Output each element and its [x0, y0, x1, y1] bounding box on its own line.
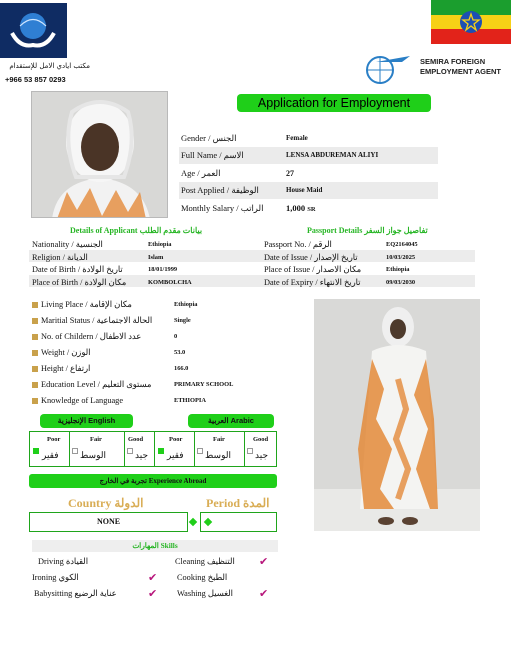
children-label: No. of Childern / عدد الاطفال	[41, 332, 142, 341]
agent-name-line2: EMPLOYMENT AGENT	[420, 67, 501, 76]
issue-place-label: Place of Issue / مكان الاصدار	[264, 265, 362, 274]
applicant-full-photo	[314, 299, 480, 531]
period-value	[200, 512, 277, 532]
religion-value: Islam	[148, 254, 164, 261]
ethiopia-flag-icon	[431, 0, 511, 44]
checkmark-icon: ✔	[259, 555, 269, 568]
arabic-fair-cell[interactable]	[195, 432, 245, 466]
height-label: Height / ارتفاع	[41, 364, 91, 373]
airplane-logo-icon	[362, 50, 414, 86]
expiry-value: 09/03/2030	[386, 279, 416, 286]
children-value: 0	[174, 333, 178, 340]
english-good-cell[interactable]	[125, 432, 155, 466]
level-label-ar: الوسط	[205, 450, 231, 460]
bullet-icon	[32, 366, 38, 372]
skills-heading: المهارات Skills	[32, 540, 278, 552]
level-label: Good	[253, 436, 269, 443]
level-label: Fair	[90, 436, 102, 443]
agency-logo	[0, 3, 67, 58]
bullet-icon	[32, 382, 38, 388]
applicant-heading: Details of Applicant بيانات مقدم الطلب	[70, 226, 203, 235]
skill-ironing: Ironing الكوي	[32, 573, 79, 582]
level-label-ar: جيد	[135, 450, 149, 460]
level-label-ar: جيد	[255, 450, 269, 460]
language-level-table	[29, 431, 277, 467]
applicant-portrait	[31, 91, 168, 218]
language-knowledge-value: ETHIOPIA	[174, 397, 206, 404]
pob-label: Place of Birth / مكان الولادة	[32, 278, 127, 287]
english-heading: الإنجليزية English	[40, 414, 133, 428]
checkbox-square-icon	[247, 448, 253, 454]
full-name-label: Full Name / الاسم	[181, 150, 244, 160]
checkmark-icon: ✔	[259, 587, 269, 600]
skill-driving: Driving القيادة	[38, 557, 88, 566]
religion-label: Religion / الديانة	[32, 253, 88, 262]
skill-cooking: Cooking الطبخ	[177, 573, 228, 582]
post-applied-value: House Maid	[286, 186, 323, 194]
passport-no-label: Passport No. / الرقم	[264, 240, 332, 249]
passport-no-value: EQ2164045	[386, 241, 418, 248]
country-value: NONE	[29, 512, 188, 532]
living-place-label: Living Place / مكان الإقامة	[41, 300, 132, 309]
dob-value: 18/01/1999	[148, 266, 178, 273]
issue-place-value: Ethiopia	[386, 266, 410, 273]
level-label-ar: فقير	[42, 450, 59, 460]
level-label-ar: فقير	[167, 450, 184, 460]
period-heading: Period المدة	[206, 496, 270, 510]
salary-value	[286, 200, 438, 217]
arabic-poor-cell[interactable]	[155, 432, 195, 466]
skill-cleaning: Cleaning التنظيف	[175, 557, 235, 566]
nationality-value: Ethiopia	[148, 241, 172, 248]
salary-unit: SR	[307, 206, 316, 213]
arabic-good-cell[interactable]	[245, 432, 277, 466]
pob-value: KOMBOLCHA	[148, 279, 192, 286]
education-label: Education Level / مستوى التعليم	[41, 380, 152, 389]
weight-label: Weight / الوزن	[41, 348, 91, 357]
diamond-icon	[189, 518, 197, 526]
experience-heading: تجربة في الخارج Experience Abroad	[29, 474, 277, 488]
agent-name	[420, 57, 501, 77]
office-phone: +966 53 857 0293	[5, 75, 66, 84]
level-label: Good	[128, 436, 144, 443]
office-arabic-name: مكتب ايادي الامل للإستقدام	[9, 62, 90, 70]
marital-status-label: Maritial Status / الحالة الاجتماعية	[41, 316, 153, 325]
salary-label: Monthly Salary / الراتب	[181, 203, 264, 213]
selected-square-icon	[158, 448, 164, 454]
bullet-icon	[32, 350, 38, 356]
level-label-ar: الوسط	[80, 450, 106, 460]
issue-date-label: Date of Issue / تاريخ الإصدار	[264, 253, 358, 262]
age-value: 27	[286, 169, 294, 178]
level-label: Poor	[47, 436, 61, 443]
age-label: Age / العمر	[181, 168, 221, 178]
skill-washing: Washing الغسيل	[177, 589, 233, 598]
gender-value: Female	[286, 134, 308, 142]
arabic-heading: العربية Arabic	[188, 414, 274, 428]
agent-name-line1: SEMIRA FOREIGN	[420, 57, 486, 66]
bullet-icon	[32, 398, 38, 404]
weight-value: 53.0	[174, 349, 186, 356]
language-knowledge-label: Knowledge of Language	[41, 396, 124, 405]
checkbox-square-icon	[197, 448, 203, 454]
bullet-icon	[32, 302, 38, 308]
height-value: 166.0	[174, 365, 189, 372]
level-label: Poor	[169, 436, 183, 443]
bullet-icon	[32, 318, 38, 324]
checkbox-square-icon	[127, 448, 133, 454]
page-title: Application for Employment	[237, 94, 431, 112]
marital-status-value: Single	[174, 317, 191, 324]
dob-label: Date of Birth / تاريخ الولادة	[32, 265, 123, 274]
salary-amount: 1,000	[286, 203, 306, 213]
expiry-label: Date of Expiry / تاريخ الانتهاء	[264, 278, 361, 287]
english-fair-cell[interactable]	[70, 432, 125, 466]
full-name-value: LENSA ABDUREMAN ALIYI	[286, 151, 379, 159]
checkmark-icon: ✔	[148, 571, 158, 584]
level-label: Fair	[213, 436, 225, 443]
nationality-label: Nationality / الجنسية	[32, 240, 103, 249]
education-value: PRIMARY SCHOOL	[174, 381, 234, 388]
selected-square-icon	[33, 448, 39, 454]
issue-date-value: 10/03/2025	[386, 254, 416, 261]
country-heading: Country الدولة	[68, 496, 144, 510]
post-applied-label: Post Applied / الوظيفة	[181, 185, 259, 195]
checkbox-square-icon	[72, 448, 78, 454]
bullet-icon	[32, 334, 38, 340]
diamond-icon	[204, 518, 212, 526]
skill-babysitting: Babysitting عناية الرضيع	[34, 589, 117, 598]
english-poor-cell[interactable]	[30, 432, 70, 466]
checkmark-icon: ✔	[148, 587, 158, 600]
living-place-value: Ethiopia	[174, 301, 198, 308]
passport-heading: Passport Details تفاصيل جواز السفر	[307, 226, 428, 235]
gender-label: Gender / الجنس	[181, 133, 237, 143]
